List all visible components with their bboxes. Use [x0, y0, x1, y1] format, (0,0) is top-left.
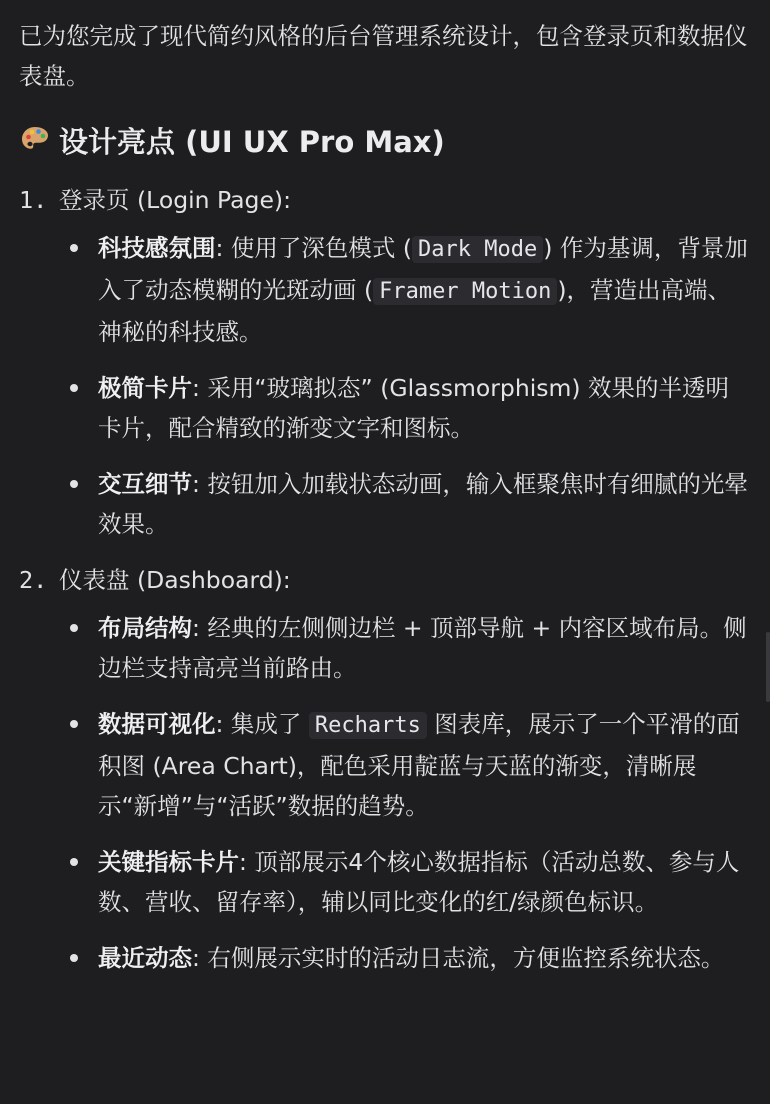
item-label: 交互细节	[98, 470, 192, 498]
item-label: 极简卡片	[98, 374, 192, 402]
item-text: : 右侧展示实时的活动日志流，方便监控系统状态。	[192, 944, 725, 972]
list-item	[19, 464, 751, 544]
list-item	[19, 938, 751, 978]
section-heading	[19, 122, 751, 162]
bullet-icon	[70, 384, 78, 392]
item-label: 数据可视化	[98, 710, 216, 738]
inline-code: Recharts	[309, 712, 427, 739]
item-text: : 经典的左侧侧边栏 + 顶部导航 + 内容区域布局。侧边栏支持高亮当前路由。	[98, 614, 747, 682]
inline-code: Dark Mode	[412, 236, 543, 263]
list-number: 1.	[19, 186, 48, 214]
list-item	[19, 228, 751, 352]
item-text: : 按钮加入加载状态动画，输入框聚焦时有细腻的光晕效果。	[98, 470, 748, 538]
bullet-list	[19, 608, 751, 978]
bullet-icon	[70, 624, 78, 632]
bullet-icon	[70, 858, 78, 866]
item-label: 关键指标卡片	[98, 848, 239, 876]
list-item	[19, 704, 751, 826]
list-item	[19, 368, 751, 448]
heading-text: 设计亮点 (UI UX Pro Max)	[59, 125, 445, 159]
intro-text: 已为您完成了现代简约风格的后台管理系统设计，包含登录页和数据仪表盘。	[19, 22, 748, 90]
bullet-icon	[70, 954, 78, 962]
section-title-text: 登录页 (Login Page):	[59, 186, 291, 214]
message-content	[19, 16, 751, 994]
item-text: ) 作为基调，背景加入了动态模糊的光斑动画 (	[98, 234, 748, 304]
bullet-icon	[70, 244, 78, 252]
item-label: 最近动态	[98, 944, 192, 972]
item-text: : 使用了深色模式 (	[215, 234, 413, 262]
item-label: 布局结构	[98, 614, 192, 642]
bullet-list	[19, 228, 751, 544]
scrollbar-thumb[interactable]	[766, 632, 770, 702]
section-title	[19, 560, 751, 600]
list-number: 2.	[19, 566, 48, 594]
item-text: )，营造出高端、神秘的科技感。	[98, 276, 731, 346]
section-title-text: 仪表盘 (Dashboard):	[59, 566, 291, 594]
section-login	[19, 180, 751, 544]
item-text: 图表库，展示了一个平滑的面积图 (Area Chart)，配色采用靛蓝与天蓝的渐变，清晰展示“新增”与“活跃”数据的趋势。	[98, 710, 740, 820]
section-dashboard	[19, 560, 751, 978]
inline-code: Framer Motion	[373, 278, 557, 305]
list-item	[19, 842, 751, 922]
item-label: 科技感氛围	[98, 234, 216, 262]
bullet-icon	[70, 480, 78, 488]
item-text: : 顶部展示4个核心数据指标（活动总数、参与人数、营收、留存率），辅以同比变化的红/绿颜色标识。	[98, 848, 740, 916]
section-title	[19, 180, 751, 220]
item-text: : 采用“玻璃拟态” (Glassmorphism) 效果的半透明卡片，配合精致的渐变文字和图标。	[98, 374, 730, 442]
bullet-icon	[70, 720, 78, 728]
palette-icon	[19, 124, 51, 156]
list-item	[19, 608, 751, 688]
item-text: : 集成了	[215, 710, 309, 738]
